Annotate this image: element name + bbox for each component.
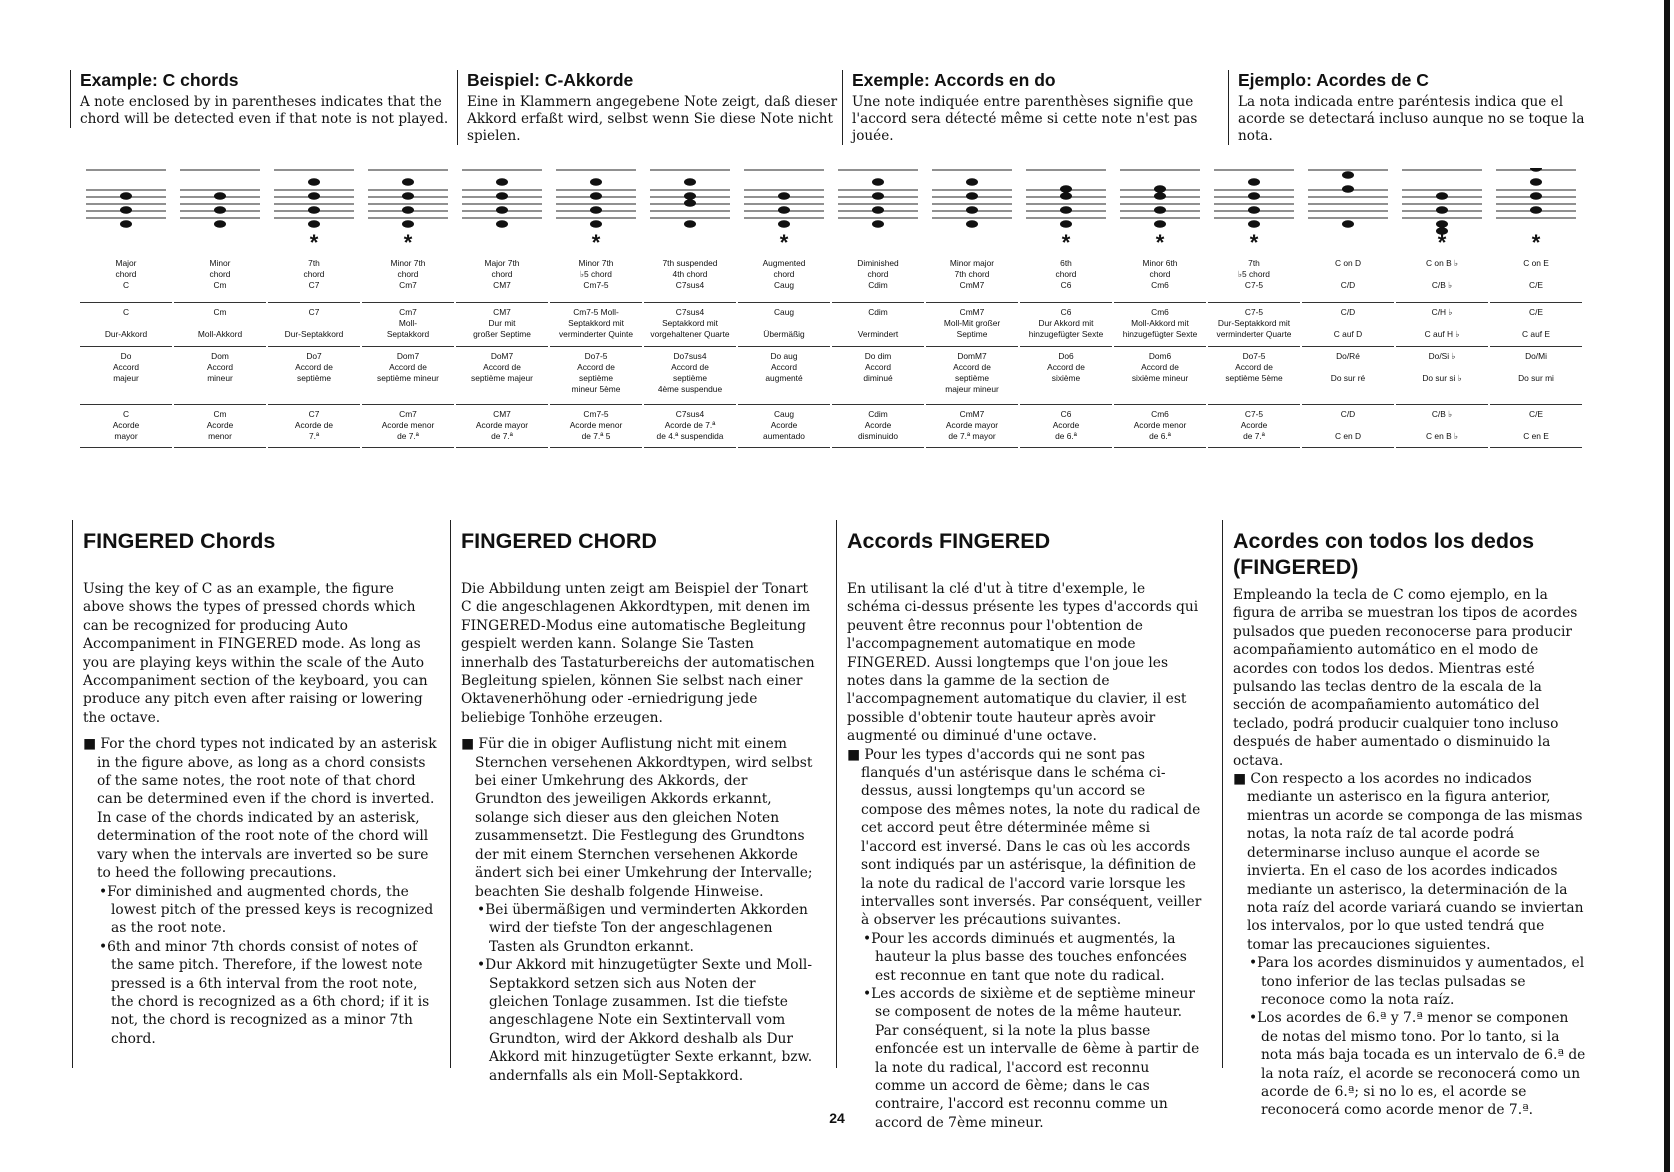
section-intro: Die Abbildung unten zeigt am Beispiel der Tonart C die angeschlagenen Akkordtypen, mit denen im FINGERED-Modus eine automatische Begleitung gespielt werden kann. Solange Sie Tasten innerhalb des Tastaturbereichs der automatischen Begleitung spielen, können Sie selbst nach einer Oktavenerhöhung oder -erniedrigung jede beliebige Tonhöhe erzeugen. — [461, 581, 815, 726]
example-text: Eine in Klammern angegebene Note zeigt, daß dieser Akkord erfaßt wird, selbst wenn Sie diese Note nicht spielen. — [467, 94, 838, 144]
chord-name-fr: Do6 Accord de sixième — [1020, 346, 1112, 404]
section-bullet: ■ Con respecto a los acordes no indicados mediante un asterisco en la figura anterior, mientras un acorde se componga de las mismas notas, la nota raíz de tal acorde podrá determinarse incluso aunque el acorde se invierta. En el caso de los acordes indicados mediante un asterisco, la determinación de la nota raíz del acorde variará cuando se inviertan los intervalos, por lo que usted tendrá que tomar las precauciones siguientes. — [1233, 771, 1584, 953]
chord-chart — [80, 168, 1590, 468]
section-en — [72, 520, 438, 1068]
section-note: •Para los acordes disminuidos y aumentados, el tono inferior de las teclas pulsadas se reconoce como la nota raíz. — [1249, 955, 1585, 1008]
staff-notation — [174, 168, 266, 256]
chord-name-fr: DomM7 Accord de septième majeur mineur — [926, 346, 1018, 404]
chord-name-en: 7th ♭5 chord C7-5 — [1238, 258, 1270, 290]
chord-name-es: Cm Acorde menor — [174, 404, 266, 448]
chord-column — [1396, 168, 1488, 448]
chord-name-es: C/B ♭ C en B ♭ — [1396, 404, 1488, 448]
chord-name-fr: Do7-5 Accord de septième 5ème — [1208, 346, 1300, 404]
section-intro: Using the key of C as an example, the figure above shows the types of pressed chords which can be recognized for producing Auto Accompaniment in FINGERED mode. As long as you are playing keys within the scale of the Auto Accompaniment section of the keyboard, you can produce any pitch even after raising or lowering the octave. — [83, 581, 428, 726]
section-intro: En utilisant la clé d'ut à titre d'exemple, le schéma ci-dessus présente les types d'accords qui peuvent être reconnus pour l'obtention de l'accompagnement automatique en mode FINGERED. Aussi longtemps que l'on joue les notes dans la gamme de la section de l'accompagnement automatique du clavier, il est possible d'obtenir toute hauteur après avoir augmenté ou diminué d'une octave. — [847, 581, 1199, 745]
chord-name-de: Cdim Vermindert — [832, 302, 924, 346]
chord-name-es: CmM7 Acorde mayor de 7.ª mayor — [926, 404, 1018, 448]
chord-name-en: 7th suspended 4th chord C7sus4 — [662, 258, 718, 290]
example-title: Example: C chords — [80, 70, 239, 90]
section-intro: Empleando la tecla de C como ejemplo, en la figura de arriba se muestran los tipos de acordes pulsados que pueden reconocerse para producir acompañamiento automático en el modo de acordes con todos los dedos. Mientras esté pulsando las teclas dentro de la escala de la sección de acompañamiento automático del teclado, podrá producir cualquier tono incluso después de haber aumentado o disminuido la octava. — [1233, 587, 1578, 769]
chord-name-fr: DoM7 Accord de septième majeur — [456, 346, 548, 404]
chord-column — [268, 168, 360, 448]
section-bullet: ■ For the chord types not indicated by an asterisk in the figure above, as long as a chord consists of the same notes, the root note of that chord can be determined even if the chord is inverted. In case of the chords indicated by an asterisk, determination of the root note of the chord will vary when the intervals are inverted so be sure to heed the following precautions. — [83, 736, 437, 882]
example-text: Une note indiquée entre parenthèses signifie que l'accord sera détecté même si cette note n'est pas jouée. — [852, 94, 1198, 144]
chord-column — [1208, 168, 1300, 448]
chord-name-en: C on B ♭ C/B ♭ — [1426, 258, 1458, 290]
chord-name-de: Cm7-5 Moll- Septakkord mit verminderter Quinte — [550, 302, 642, 346]
staff-notation — [1302, 168, 1394, 256]
chord-name-en: C on D C/D — [1334, 258, 1362, 290]
chord-name-en: Minor major 7th chord CmM7 — [949, 258, 995, 290]
chord-name-en: Minor 6th chord Cm6 — [1142, 258, 1178, 290]
chord-column — [1490, 168, 1582, 448]
chord-column — [550, 168, 642, 448]
chord-column — [1114, 168, 1206, 448]
chord-name-en: Minor 7th chord Cm7 — [390, 258, 426, 290]
chord-name-es: Cm6 Acorde menor de 6.ª — [1114, 404, 1206, 448]
chord-name-en: 6th chord C6 — [1055, 258, 1077, 290]
chord-name-es: C6 Acorde de 6.ª — [1020, 404, 1112, 448]
staff-notation — [456, 168, 548, 256]
section-title: FINGERED CHORD — [461, 529, 657, 553]
chord-name-fr: Do/Mi Do sur mi — [1490, 346, 1582, 404]
chord-name-fr: Do dim Accord diminué — [832, 346, 924, 404]
chord-name-es: C/D C en D — [1302, 404, 1394, 448]
example-text: La nota indicada entre paréntesis indica que el acorde se detectará incluso aunque no se toque la nota. — [1238, 94, 1585, 144]
chord-name-de: C Dur-Akkord — [80, 302, 172, 346]
chord-name-fr: Do Accord majeur — [80, 346, 172, 404]
asterisk-mark: * — [1249, 230, 1259, 255]
section-title: Accords FINGERED — [847, 529, 1051, 553]
chord-name-fr: Dom6 Accord de sixième mineur — [1114, 346, 1206, 404]
example-title: Ejemplo: Acordes de C — [1238, 70, 1429, 90]
chord-name-de: CM7 Dur mit großer Septime — [456, 302, 548, 346]
chord-name-de: C/H ♭ C auf H ♭ — [1396, 302, 1488, 346]
section-note: •Pour les accords diminués et augmentés, la hauteur la plus basse des touches enfoncées est reconnue en tant que note du radical. — [863, 930, 1187, 984]
chord-name-en: Augmented chord Caug — [762, 258, 806, 290]
chord-column — [362, 168, 454, 448]
chord-name-de: Caug Übermäßig — [738, 302, 830, 346]
chord-name-fr: Do7 Accord de septième — [268, 346, 360, 404]
chord-column — [644, 168, 736, 448]
chord-name-es: C7 Acorde de 7.ª — [268, 404, 360, 448]
asterisk-mark: * — [1061, 230, 1071, 255]
page-edge-bar — [1664, 0, 1670, 1172]
chord-name-fr: Do7sus4 Accord de septième 4ème suspendue — [644, 346, 736, 404]
chord-name-en: C on E C/E — [1523, 258, 1549, 290]
chord-name-es: Cm7 Acorde menor de 7.ª — [362, 404, 454, 448]
chord-name-es: C7sus4 Acorde de 7.ª de 4.ª suspendida — [644, 404, 736, 448]
section-note: •Les accords de sixième et de septième mineur se composent de notes de la même hauteur. Par conséquent, si la note la plus basse enfoncée est un intervalle de 6ème à partir de la note du radical, l'accord est reconnu comme un accord de 6ème; dans le cas contraire, l'accord est reconnu comme un accord de 7ème mineur. — [863, 985, 1200, 1131]
chord-name-fr: Dom7 Accord de septième mineur — [362, 346, 454, 404]
chord-name-fr: Do aug Accord augmenté — [738, 346, 830, 404]
chord-name-es: CM7 Acorde mayor de 7.ª — [456, 404, 548, 448]
staff-notation — [926, 168, 1018, 256]
staff-notation — [644, 168, 736, 256]
chord-name-de: C7-5 Dur-Septakkord mit verminderter Quarte — [1208, 302, 1300, 346]
asterisk-mark: * — [1531, 230, 1541, 255]
chord-name-de: Cm6 Moll-Akkord mit hinzugefügter Sexte — [1114, 302, 1206, 346]
chord-name-en: 7th chord C7 — [303, 258, 325, 290]
chord-column — [832, 168, 924, 448]
section-note: •Los acordes de 6.ª y 7.ª menor se componen de notas del mismo tono. Por lo tanto, si la nota más baja tocada es un intervalo de 6.ª de la nota raíz, el acorde se reconocerá como un acorde de 6.ª; si no lo es, el acorde se reconocerá como acorde menor de 7.ª. — [1249, 1010, 1586, 1119]
example-de — [457, 70, 842, 145]
section-note: •For diminished and augmented chords, the lowest pitch of the pressed keys is recognized as the root note. — [99, 883, 434, 937]
chord-name-de: C/E C auf E — [1490, 302, 1582, 346]
staff-notation — [832, 168, 924, 256]
chord-name-de: Cm Moll-Akkord — [174, 302, 266, 346]
example-es — [1228, 70, 1613, 145]
chord-name-en: Diminished chord Cdim — [857, 258, 899, 290]
chord-name-es: C7-5 Acorde de 7.ª — [1208, 404, 1300, 448]
section-bullet: ■ Pour les types d'accords qui ne sont pas flanqués d'un astérisque dans le schéma ci-dessus, aussi longtemps qu'un accord se compose des mêmes notes, la note du radical de cet accord peut être déterminée même si l'accord est inversé. Dans le cas où les accords sont indiqués par un astérisque, la définition de la note du radical de l'accord varie lorsque les intervalles sont inversés. Par conséquent, veiller à observer les précautions suivantes. — [847, 746, 1202, 929]
chord-name-de: Cm7 Moll- Septakkord — [362, 302, 454, 346]
chord-name-fr: Do/Si ♭ Do sur si ♭ — [1396, 346, 1488, 404]
chord-column — [1302, 168, 1394, 448]
section-title: Acordes con todos los dedos (FINGERED) — [1233, 529, 1535, 579]
chord-name-fr: Dom Accord mineur — [174, 346, 266, 404]
section-note: •6th and minor 7th chords consist of notes of the same pitch. Therefore, if the lowest note pressed is a 6th interval from the root note, the chord is recognized as a 6th chord; if it is not, the chord is recognized as a minor 7th chord. — [99, 938, 430, 1047]
section-title: FINGERED Chords — [83, 529, 276, 553]
chord-name-es: C/E C en E — [1490, 404, 1582, 448]
chord-column — [80, 168, 172, 448]
chord-name-es: Cm7-5 Acorde menor de 7.ª 5 — [550, 404, 642, 448]
asterisk-mark: * — [403, 230, 413, 255]
chord-name-es: C Acorde mayor — [80, 404, 172, 448]
section-note: •Dur Akkord mit hinzugetügter Sexte und Moll-Septakkord setzen sich aus Noten der gleichen Tonlage zusammen. Ist die tiefste angeschlagene Note ein Sextintervall vom Grundton, wird der Akkord deshalb als Dur Akkord mit hinzugetügter Sexte erkannt, bzw. andernfalls als ein Moll-Septakkord. — [477, 957, 813, 1084]
chord-column — [174, 168, 266, 448]
page-number: 24 — [829, 1110, 845, 1126]
chord-name-es: Caug Acorde aumentado — [738, 404, 830, 448]
chord-column — [1020, 168, 1112, 448]
asterisk-mark: * — [1155, 230, 1165, 255]
chord-name-de: C7sus4 Septakkord mit vorgehaltener Quarte — [644, 302, 736, 346]
chord-name-de: C7 Dur-Septakkord — [268, 302, 360, 346]
asterisk-mark: * — [1437, 230, 1447, 255]
section-note: •Bei übermäßigen und verminderten Akkorden wird der tiefste Ton der angeschlagenen Tasten als Grundton erkannt. — [477, 901, 808, 955]
example-title: Exemple: Accords en do — [852, 70, 1056, 90]
chord-name-fr: Do/Ré Do sur ré — [1302, 346, 1394, 404]
chord-name-es: Cdim Acorde disminuido — [832, 404, 924, 448]
example-title: Beispiel: C-Akkorde — [467, 70, 634, 90]
asterisk-mark: * — [309, 230, 319, 255]
asterisk-mark: * — [779, 230, 789, 255]
chord-name-fr: Do7-5 Accord de septième mineur 5ème — [550, 346, 642, 404]
chord-name-en: Major 7th chord CM7 — [484, 258, 520, 290]
asterisk-mark: * — [591, 230, 601, 255]
section-bullet: ■ Für die in obiger Auflistung nicht mit einem Sternchen versehenen Akkordtypen, wird selbst bei einer Umkehrung des Akkords, der Grundton des jeweiligen Akkords erkannt, solange sich dieser aus den gleichen Noten zusammensetzt. Die Festlegung des Grundtons der mit einem Sternchen versehenen Akkorde ändert sich bei einer Umkehrung der Intervalle; beachten Sie deshalb folgende Hinweise. — [461, 736, 813, 900]
chord-name-en: Minor chord Cm — [209, 258, 231, 290]
section-es — [1222, 520, 1588, 1119]
chord-name-de: C/D C auf D — [1302, 302, 1394, 346]
chord-column — [456, 168, 548, 448]
chord-name-en: Minor 7th ♭5 chord Cm7-5 — [578, 258, 614, 290]
section-de — [450, 520, 816, 1084]
chord-name-de: CmM7 Moll-Mit großer Septime — [926, 302, 1018, 346]
chord-column — [926, 168, 1018, 448]
example-en — [70, 70, 455, 128]
chord-name-en: Major chord C — [115, 258, 137, 290]
staff-notation — [80, 168, 172, 256]
chord-column — [738, 168, 830, 448]
example-fr — [842, 70, 1227, 145]
example-text: A note enclosed by in parentheses indicates that the chord will be detected even if that note is not played. — [80, 94, 449, 127]
chord-name-de: C6 Dur Akkord mit hinzugefügter Sexte — [1020, 302, 1112, 346]
